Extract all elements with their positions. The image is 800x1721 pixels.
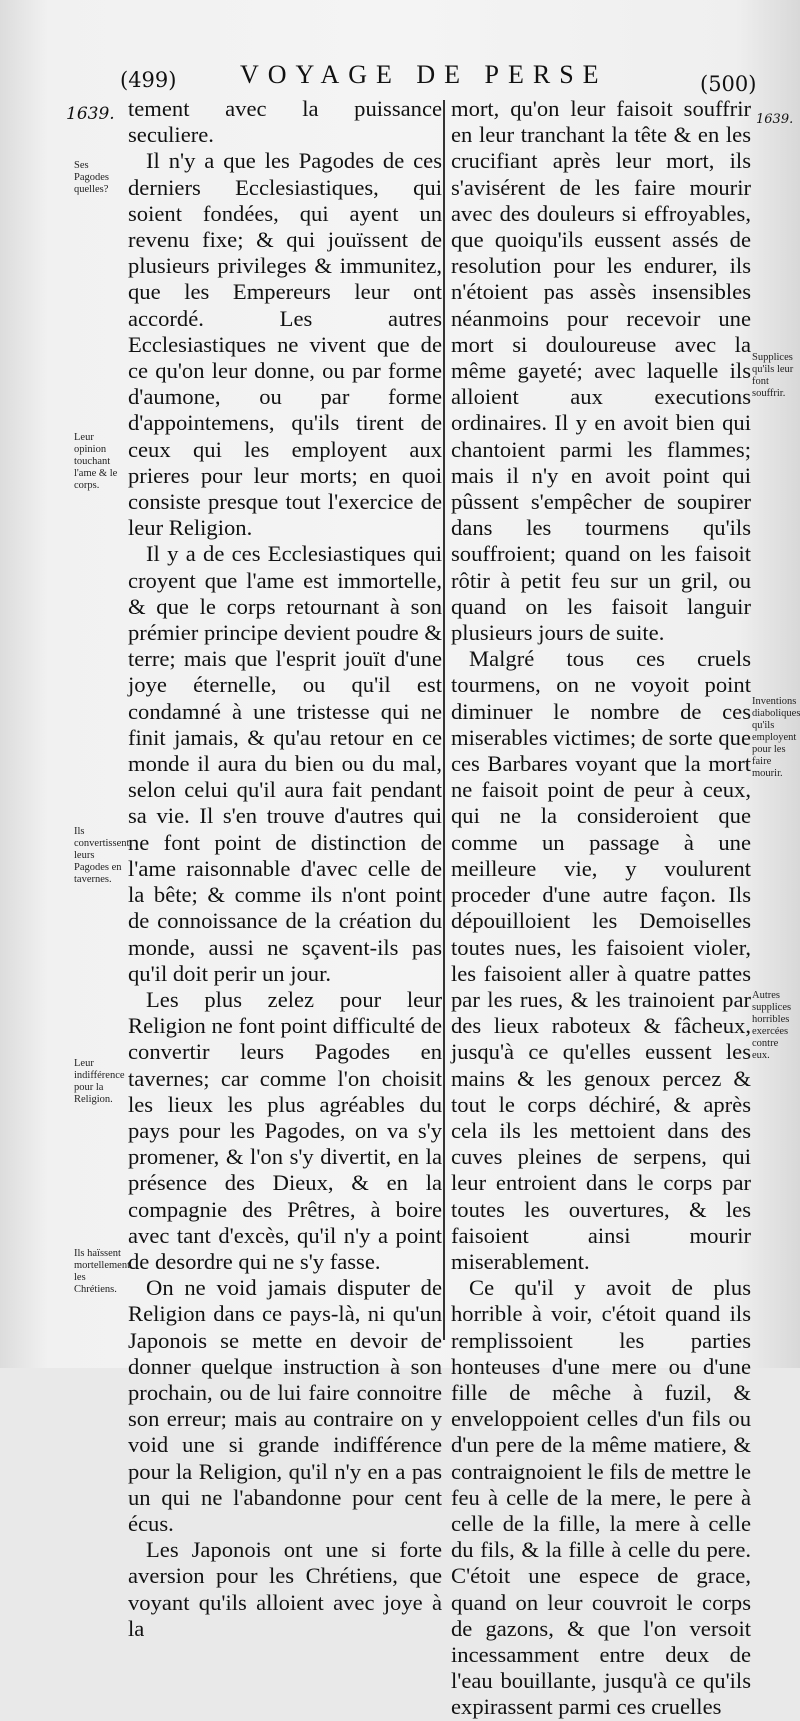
left-column [128, 96, 442, 1642]
running-title: VOYAGE DE PERSE [240, 60, 608, 89]
paragraph: Ce qu'il y avoit de plus horrible à voir, c'étoit quand ils remplissoient les parties honteuses d'une mere ou d'une fille de mêche à fuzil, & enveloppoient celles d'un fils ou d'un pere de la même matiere, & contraignoient le fils de mettre le feu à celle de la mere, le pere à celle de la fille, la mere à celle du fils, & la fille à celle du pere. C'étoit une espece de grace, quand on leur couvroit le corps de gazons, & que l'on versoit incessamment entre deux de l'eau bouillante, jusqu'à ce qu'ils expirassent parmi ces cruelles [451, 1275, 751, 1720]
year-marker-right: 1639. [756, 112, 794, 127]
paragraph: Il y a de ces Ecclesiastiques qui croyent que l'ame est immortelle, & que le corps retournant à son prémier principe devient poudre & terre; mais que l'esprit jouït d'une joye éternelle, ou qu'il est condamné à une tristesse qui ne finit jamais, & qu'au retour en ce monde il aura du bien ou du mal, selon celui qu'il aura fait pendant sa vie. Il s'en trouve d'autres qui ne font point de distinction de l'ame raisonnable d'avec celle de la bête; & comme ils n'ont point de connoissance de la création du monde, aussi ne sçavent-ils pas qu'il doit perir un jour. [128, 541, 442, 986]
right-column [451, 96, 751, 1721]
paragraph: mort, qu'on leur faisoit souffrir en leur tranchant la tête & en les crucifiant après leur mort, ils s'avisérent de les faire mourir avec des douleurs si effroyables, que quoiqu'ils eussent assés de resolution pour les endurer, ils n'étoient pas assès insensibles néanmoins pour recevoir une mort si douloureuse avec la même gayeté; avec laquelle ils alloient aux executions ordinaires. Il y en avoit bien qui chantoient parmi les flammes; mais il n'y en avoit point qui pûssent s'empêcher de soupirer dans les tourmens qu'ils souffroient; quand on les faisoit rôtir à petit feu sur un gril, ou quand on les faisoit languir plusieurs jours de suite. [451, 96, 751, 646]
margin-note: Leur indifférence pour la Religion. [74, 1058, 125, 1105]
paragraph: Malgré tous ces cruels tourmens, on ne voyoit point diminuer le nombre de ces miserables victimes; de sorte que ces Barbares voyant que la mort ne faisoit point de peur à ceux, qui ne la consideroient que comme un passage à une meilleure vie, y voulurent proceder d'une autre façon. Ils dépouilloient les Demoiselles toutes nues, les faisoient violer, les faisoient aller à quatre pattes par les rues, & les trainoient par des lieux raboteux & fâcheux, jusqu'à ce qu'elles eussent les mains & les genoux percez & tout le corps déchiré, & après cela ils les mettoient dans des cuves pleines de serpens, qui leur entroient dans le corps par toutes les ouvertures, & les faisoient ainsi mourir miserablement. [451, 646, 751, 1274]
paragraph: tement avec la puissance seculiere. [128, 96, 442, 148]
column-divider [443, 100, 445, 1340]
year-marker-left: 1639. [66, 104, 115, 124]
margin-note: Leur opinion touchant l'ame & le corps. [74, 432, 118, 491]
paragraph: Les plus zelez pour leur Religion ne font point difficulté de convertir leurs Pagodes en tavernes; car comme l'on choisit les lieux les plus agréables du pays pour les Pagodes, on va s'y promener, & l'on s'y divertit, en la présence des Dieux, & en la compagnie des Prêtres, à boire avec tant d'excès, qu'il n'y a point de desordre qui ne s'y fasse. [128, 986, 442, 1274]
margin-note: Supplices qu'ils leur font souffrir. [752, 352, 794, 399]
margin-note: Ils haïssent mortellement les Chrétiens. [74, 1248, 130, 1295]
margin-note: Autres supplices horribles exercées contre eux. [752, 990, 792, 1061]
margin-note: Ils convertissent leurs Pagodes en tavernes. [74, 826, 130, 885]
page-number-left: (499) [120, 68, 177, 92]
page-number-right: (500) [700, 72, 757, 96]
margin-note: Inventions diaboliques qu'ils employent pour les faire mourir. [752, 696, 800, 779]
margin-note: Ses Pagodes quelles? [74, 160, 109, 195]
paragraph: Les Japonois ont une si forte aversion pour les Chrétiens, que voyant qu'ils alloient avec joye à la [128, 1537, 442, 1641]
paragraph: Il n'y a que les Pagodes de ces derniers Ecclesiastiques, qui soient fondées, qui ayent un revenu fixe; & qui jouïssent de plusieurs privileges & immunitez, que les Empereurs leur ont accordé. Les autres Ecclesiastiques ne vivent que de ce qu'on leur donne, ou par forme d'aumone, ou par forme d'appointemens, qu'ils tirent de ceux qui les employent aux prieres pour leur morts; en quoi consiste presque tout l'exercice de leur Religion. [128, 148, 442, 541]
page-header [0, 58, 800, 98]
paragraph: On ne void jamais disputer de Religion dans ce pays-là, ni qu'un Japonois se mette en devoir de donner quelque instruction à son prochain, ou de lui faire connoitre son erreur; mais au contraire on y void une si grande indifférence pour la Religion, qu'il n'y en a pas un qui ne l'abandonne pour cent écus. [128, 1275, 442, 1536]
